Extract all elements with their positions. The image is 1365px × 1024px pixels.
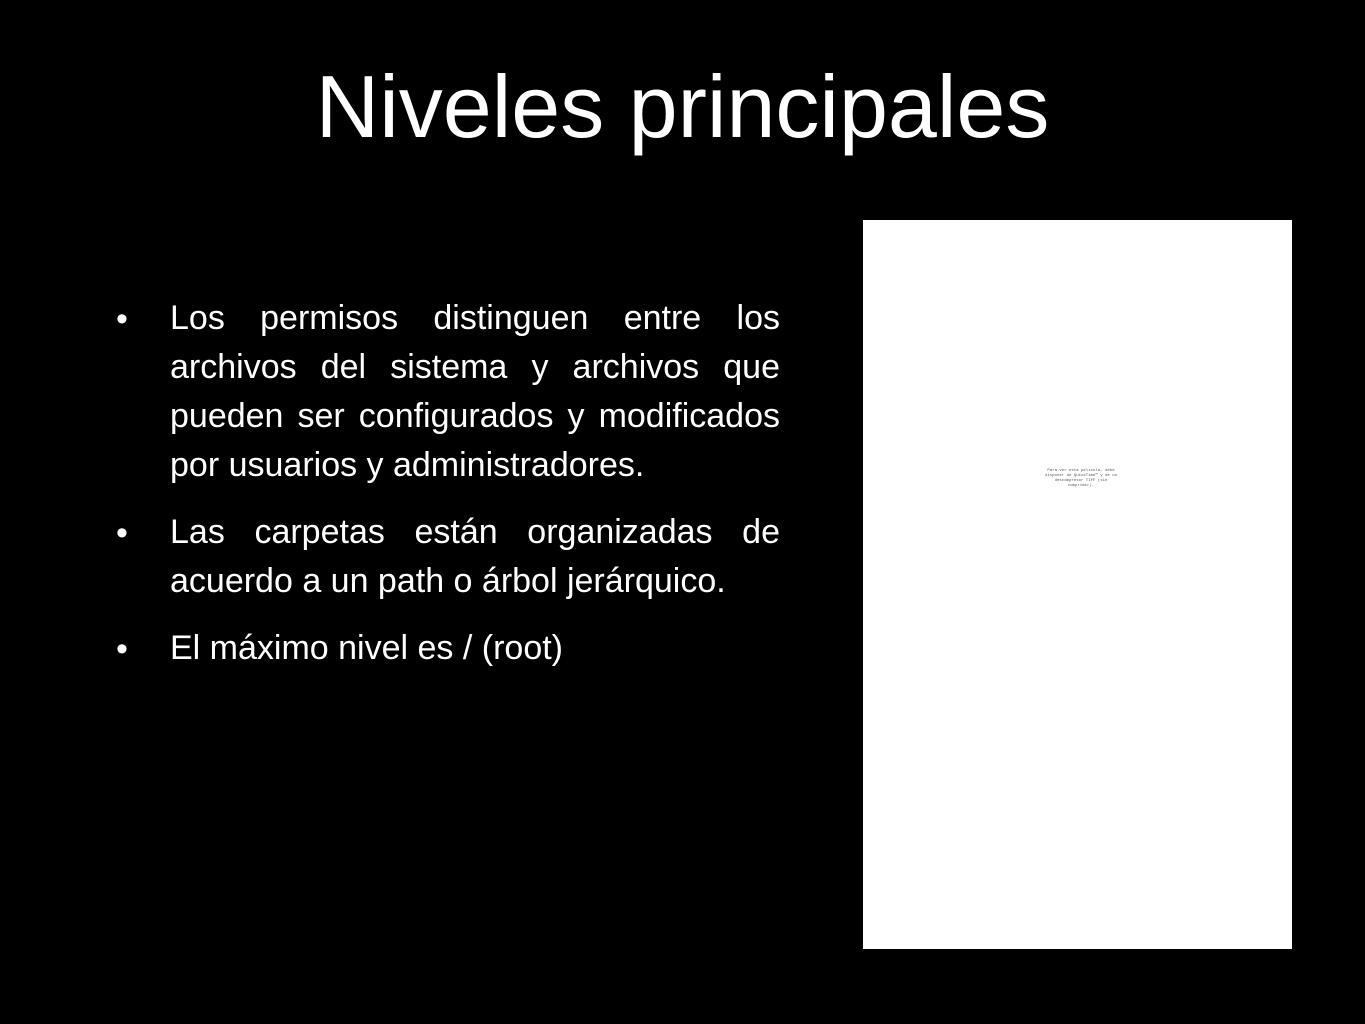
image-placeholder-caption: Para ver esta película, debe disponer de QuickTime™ y de un descompresor TIFF (sin comprimir). bbox=[1044, 469, 1117, 488]
image-placeholder-panel bbox=[863, 220, 1292, 949]
bullet-item bbox=[100, 508, 780, 606]
bullet-item bbox=[100, 294, 780, 490]
bullet-marker: • bbox=[116, 630, 128, 668]
bullet-text: El máximo nivel es / (root) bbox=[170, 629, 563, 667]
slide-title: Niveles principales bbox=[315, 57, 1050, 156]
bullet-text: Las carpetas están organizadas de acuerdo a un path o árbol jerárquico. bbox=[170, 513, 780, 600]
bullet-list bbox=[100, 294, 780, 673]
bullet-item bbox=[100, 624, 780, 673]
bullet-marker: • bbox=[116, 300, 128, 338]
bullet-marker: • bbox=[116, 514, 128, 552]
bullet-text: Los permisos distinguen entre los archivos del sistema y archivos que pueden ser configurados y modificados por usuarios y administradores. bbox=[170, 299, 780, 484]
